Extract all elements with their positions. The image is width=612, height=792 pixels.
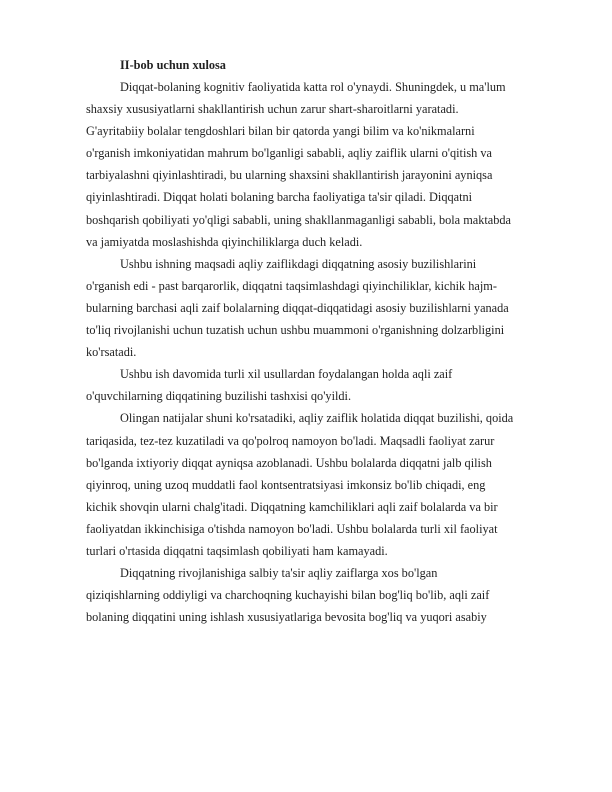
- paragraph-3: [86, 363, 576, 407]
- paragraph-line: o'rganish edi - past barqarorlik, diqqatni taqsimlashdagi qiyinchiliklar, kichik hajm-: [86, 278, 497, 293]
- paragraph-line: bularning barchasi aqli zaif bolalarning diqqat-diqqatidagi asosiy buzilishlarni yanada: [86, 300, 509, 315]
- paragraph-line: to'liq rivojlanishi uchun tuzatish uchun ushbu muammoni o'rganishning dolzarbligini: [86, 323, 505, 338]
- paragraph-line: qiyinroq, uning uzoq muddatli faol kontsentratsiyasi imkonsiz bo'lib chiqadi, eng: [86, 477, 486, 492]
- paragraph-5: [86, 562, 576, 628]
- paragraph-line: tariqasida, tez-tez kuzatiladi va qo'polroq namoyon bo'ladi. Maqsadli faoliyat zarur: [86, 433, 495, 448]
- paragraph-line: bo'lganda ixtiyoriy diqqat ayniqsa azoblanadi. Ushbu bolalarda diqqatni jalb qilish: [86, 455, 492, 470]
- paragraph-line: va jamiyatda moslashishda qiyinchiliklarga duch keladi.: [86, 234, 363, 249]
- paragraph-line: G'ayritabiiy bolalar tengdoshlari bilan bir qatorda yangi bilim va ko'nikmalarni: [86, 124, 475, 139]
- paragraph-line: shaxsiy xususiyatlarni shakllantirish uchun zarur shart-sharoitlarni yaratadi.: [86, 102, 459, 117]
- paragraph-line: o'rganish imkoniyatidan mahrum bo'lganligi sababli, aqliy zaiflik ularni o'qitish va: [86, 146, 492, 161]
- paragraph-line: Diqqatning rivojlanishiga salbiy ta'sir aqliy zaiflarga xos bo'lgan: [120, 566, 438, 581]
- paragraph-line: qiyinlashtiradi. Diqqat holati bolaning barcha faoliyatiga ta'sir qiladi. Diqqatni: [86, 190, 473, 205]
- paragraph-line: Ushbu ish davomida turli xil usullardan foydalangan holda aqli zaif: [120, 367, 453, 382]
- paragraph-line: qiziqishlarning oddiyligi va charchoqning kuchayishi bilan bog'liq bo'lib, aqli zaif: [86, 588, 490, 603]
- paragraph-line: boshqarish qobiliyati yo'qligi sababli, uning shakllanmaganligi sababli, bola maktabda: [86, 212, 512, 227]
- paragraph-line: faoliyatdan ikkinchisiga o'tishda namoyon bo'ladi. Ushbu bolalarda turli xil faoliyat: [86, 521, 498, 536]
- paragraph-2: [86, 253, 576, 363]
- paragraph-line: kichik shovqin ularni chalg'itadi. Diqqatning kamchiliklari aqli zaif bolalarda va bir: [86, 499, 498, 514]
- paragraph-line: turlari o'rtasida diqqatni taqsimlash qobiliyati ham kamayadi.: [86, 543, 388, 558]
- paragraph-1: [86, 76, 576, 253]
- paragraph-4: [86, 407, 576, 562]
- paragraph-line: bolaning diqqatini uning ishlash xususiyatlariga bevosita bog'liq va yuqori asabiy: [86, 610, 487, 625]
- paragraph-line: tarbiyalashni qiyinlashtiradi, bu ularning shaxsini shakllantirish jarayonini ayniqsa: [86, 168, 493, 183]
- section-heading: II-bob uchun xulosa: [120, 58, 226, 72]
- document-body: [86, 54, 576, 628]
- paragraph-line: Diqqat-bolaning kognitiv faoliyatida katta rol o'ynaydi. Shuningdek, u ma'lum: [120, 80, 506, 94]
- paragraph-line: Ushbu ishning maqsadi aqliy zaiflikdagi diqqatning asosiy buzilishlarini: [120, 256, 477, 271]
- paragraph-line: Olingan natijalar shuni ko'rsatadiki, aqliy zaiflik holatida diqqat buzilishi, qoida: [120, 411, 514, 426]
- paragraph-line: ko'rsatadi.: [86, 345, 137, 360]
- paragraph-line: o'quvchilarning diqqatining buzilishi tashxisi qo'yildi.: [86, 389, 352, 404]
